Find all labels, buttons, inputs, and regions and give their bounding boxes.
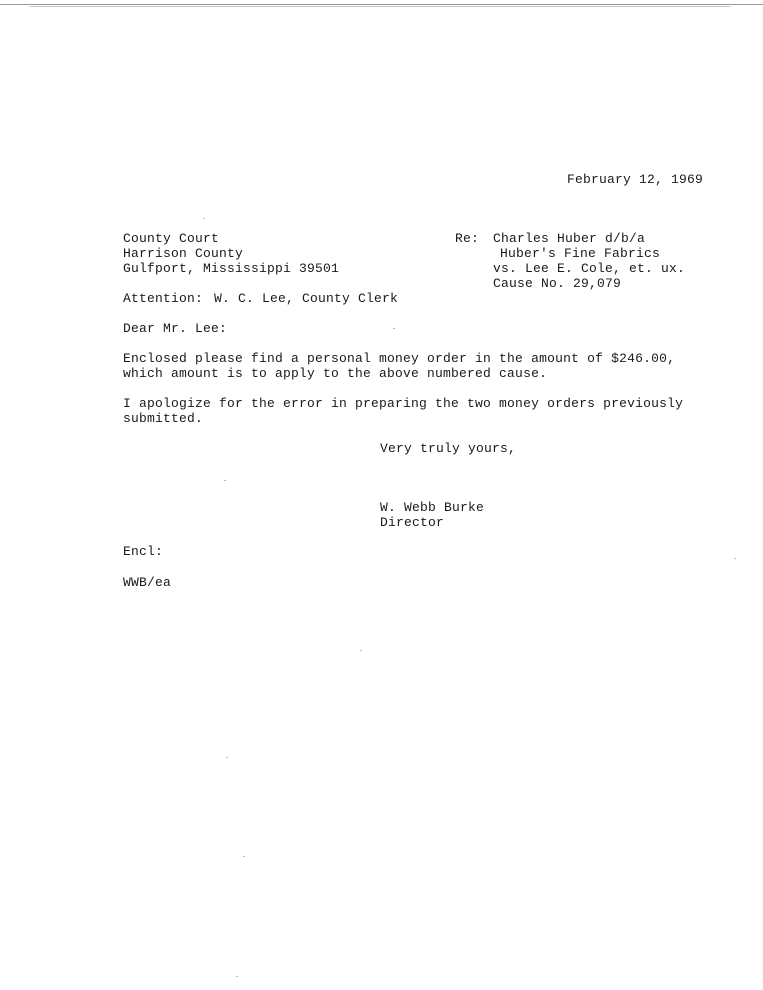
attention-value: W. C. Lee, County Clerk <box>214 291 399 306</box>
recipient-line-2: Harrison County <box>123 246 244 261</box>
reference-initials: WWB/ea <box>123 575 172 590</box>
re-line-3: vs. Lee E. Cole, et. ux. <box>493 261 686 276</box>
scan-speck <box>226 757 228 758</box>
scan-speck <box>224 480 226 481</box>
signature-title: Director <box>380 515 445 530</box>
top-edge-line-faint <box>30 6 730 7</box>
salutation: Dear Mr. Lee: <box>123 321 228 336</box>
closing: Very truly yours, <box>380 441 517 456</box>
paragraph-2-line-1: I apologize for the error in preparing the two money orders previously <box>123 396 684 411</box>
signature-name: W. Webb Burke <box>380 500 485 515</box>
scan-speck <box>203 218 205 219</box>
scan-speck <box>393 328 395 329</box>
paragraph-1-line-2: which amount is to apply to the above numbered cause. <box>123 366 548 381</box>
recipient-line-3: Gulfport, Mississippi 39501 <box>123 261 340 276</box>
recipient-line-1: County Court <box>123 231 220 246</box>
paragraph-1-line-1: Enclosed please find a personal money order in the amount of $246.00, <box>123 351 676 366</box>
paragraph-2-line-2: submitted. <box>123 411 204 426</box>
re-line-4: Cause No. 29,079 <box>493 276 622 291</box>
scan-speck <box>734 558 736 559</box>
re-label: Re: <box>455 231 480 246</box>
attention-label: Attention: <box>123 291 204 306</box>
scan-speck <box>360 650 362 651</box>
re-line-1: Charles Huber d/b/a <box>493 231 646 246</box>
re-line-2: Huber's Fine Fabrics <box>500 246 661 261</box>
enclosure-note: Encl: <box>123 544 164 559</box>
scan-speck <box>236 976 238 977</box>
letter-date: February 12, 1969 <box>567 172 704 187</box>
scan-speck <box>243 856 245 857</box>
top-edge-line <box>0 4 763 5</box>
